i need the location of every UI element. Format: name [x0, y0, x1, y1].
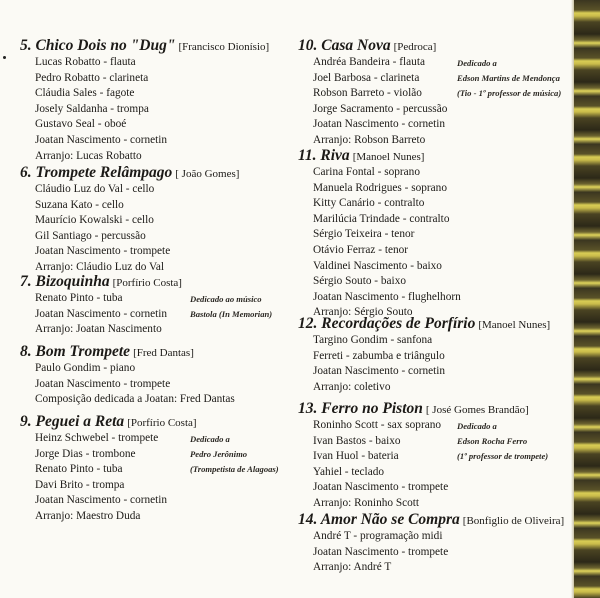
track-composer: [Pedroca]	[393, 41, 437, 53]
track-title: Peguei a Reta	[35, 413, 125, 430]
track-composer: [ José Gomes Brandão]	[425, 404, 529, 416]
track-number: 9.	[20, 413, 32, 430]
credit-line: Joatan Nascimento - trompete	[313, 545, 449, 558]
credit-line: Ferreti - zabumba e triângulo	[313, 349, 445, 362]
credit-line: Joatan Nascimento - cornetin	[35, 307, 168, 320]
credits-list	[35, 291, 182, 338]
track-title: Riva	[320, 147, 350, 164]
track-composer: [ João Gomes]	[175, 168, 240, 180]
credit-line: Ivan Bastos - baixo	[313, 434, 401, 447]
credits-list	[313, 165, 461, 321]
dedication-line: Dedicado a	[457, 58, 497, 68]
track-5	[20, 36, 269, 164]
credit-line: Valdinei Nascimento - baixo	[313, 259, 442, 272]
track-heading	[298, 314, 550, 333]
dedication-line: Bastola (In Memorian)	[190, 309, 273, 320]
credit-line: Joatan Nascimento - cornetin	[35, 133, 168, 146]
credit-line: Lucas Robatto - flauta	[35, 56, 136, 68]
credit-line: Arranjo: coletivo	[313, 380, 391, 393]
dedication-line: Dedicado a	[457, 421, 497, 431]
track-composer: [Manoel Nunes]	[352, 151, 425, 163]
track-title: Chico Dois no "Dug"	[35, 37, 176, 54]
credit-line: Sérgio Teixeira - tenor	[313, 228, 415, 241]
track-number: 7.	[20, 273, 32, 290]
credits-list	[35, 182, 239, 276]
credit-line: Joatan Nascimento - cornetin	[313, 118, 446, 131]
credit-line: Joatan Nascimento - trompete	[313, 481, 449, 494]
credit-line: Marilúcia Trindade - contralto	[313, 212, 450, 225]
credit-line: Arranjo: Sérgio Souto	[313, 306, 413, 319]
credits-list	[35, 55, 269, 164]
track-heading	[20, 163, 239, 182]
credits-list	[35, 361, 235, 408]
decorative-photo-strip	[574, 0, 600, 598]
track-composer: [Manoel Nunes]	[478, 319, 551, 331]
dedication-note	[457, 56, 561, 102]
track-12	[298, 314, 550, 395]
dedication-line: (Trompetista de Alagoas)	[190, 464, 279, 475]
dedication-line: Edson Martins de Mendonça	[457, 73, 560, 84]
track-number: 6.	[20, 164, 32, 181]
credit-line: Joatan Nascimento - trompete	[35, 377, 171, 390]
credit-line: Otávio Ferraz - tenor	[313, 243, 409, 256]
track-heading	[298, 510, 564, 529]
dedication-line: (1º professor de trompete)	[457, 451, 549, 462]
credits-list	[35, 431, 197, 525]
credit-line: Josely Saldanha - trompa	[35, 102, 149, 115]
track-composer: [Bonfiglio de Oliveira]	[462, 515, 565, 527]
track-7	[20, 272, 273, 338]
track-composer: [Francisco Dionísio]	[178, 41, 270, 53]
track-number: 5.	[20, 37, 32, 54]
track-title: Recordações de Porfírio	[321, 315, 476, 332]
track-9	[20, 412, 279, 525]
credit-line: Arranjo: André T	[313, 561, 392, 574]
credit-line: Andréa Bandeira - flauta	[313, 56, 425, 68]
credit-line: André T - programação midi	[313, 530, 443, 542]
track-heading	[20, 342, 235, 361]
track-number: 8.	[20, 343, 32, 360]
credit-line: Arranjo: Roninho Scott	[313, 496, 420, 509]
credit-line: Kitty Canário - contralto	[313, 197, 425, 210]
credit-line: Arranjo: Joatan Nascimento	[35, 323, 162, 336]
credit-line: Ivan Huol - bateria	[313, 450, 399, 463]
dedication-line: Dedicado ao músico	[190, 294, 262, 304]
track-composer: [Porfírio Costa]	[127, 417, 197, 429]
credit-line: Renato Pinto - tuba	[35, 292, 123, 304]
track-heading	[20, 412, 197, 431]
track-10	[298, 36, 562, 149]
dedication-line: Dedicado a	[190, 434, 230, 444]
track-heading	[298, 36, 447, 55]
track-heading	[298, 146, 461, 165]
credit-line: Composição dedicada a Joatan: Fred Dantas	[35, 393, 235, 406]
credit-line: Targino Gondim - sanfona	[313, 334, 433, 346]
track-number: 13.	[298, 400, 318, 417]
credit-line: Joatan Nascimento - cornetin	[313, 365, 446, 378]
credit-line: Heinz Schwebel - trompete	[35, 432, 159, 444]
dedication-line: Pedro Jerônimo	[190, 449, 248, 460]
credit-line: Manuela Rodrigues - soprano	[313, 181, 447, 194]
track-number: 12.	[298, 315, 318, 332]
track-number: 11.	[298, 147, 317, 164]
track-8	[20, 342, 235, 408]
credit-line: Roninho Scott - sax soprano	[313, 419, 442, 431]
credit-line: Joatan Nascimento - cornetin	[35, 494, 168, 507]
credit-line: Renato Pinto - tuba	[35, 463, 123, 476]
credit-line: Gustavo Seal - oboé	[35, 118, 127, 131]
credit-line: Joatan Nascimento - trompete	[35, 245, 171, 258]
track-title: Bom Trompete	[35, 343, 131, 360]
track-number: 10.	[298, 37, 318, 54]
track-title: Bizoquinha	[35, 273, 110, 290]
track-composer: [Porfírio Costa]	[112, 277, 182, 289]
credit-line: Joatan Nascimento - flughelhorn	[313, 290, 461, 303]
credit-line: Cláudio Luz do Val - cello	[35, 183, 155, 195]
credits-list	[313, 333, 550, 395]
credits-list	[313, 55, 447, 149]
credit-line: Jorge Dias - trombone	[35, 447, 136, 460]
dedication-note	[190, 432, 279, 478]
track-title: Amor Não se Compra	[320, 511, 460, 528]
credit-line: Arranjo: Cláudio Luz do Val	[35, 260, 165, 273]
credit-line: Arranjo: Lucas Robatto	[35, 149, 142, 162]
track-heading	[20, 272, 182, 291]
track-title: Trompete Relâmpago	[35, 164, 173, 181]
dedication-line: Edson Rocha Ferro	[457, 436, 528, 447]
track-14	[298, 510, 564, 576]
credit-line: Carina Fontal - soprano	[313, 166, 420, 178]
credit-line: Paulo Gondim - piano	[35, 362, 136, 374]
dedication-line: (Tio - 1º professor de música)	[457, 88, 562, 99]
track-title: Ferro no Piston	[321, 400, 423, 417]
credits-list	[313, 529, 564, 576]
credit-line: Cláudia Sales - fagote	[35, 87, 135, 100]
credit-line: Jorge Sacramento - percussão	[313, 102, 448, 115]
track-heading	[20, 36, 269, 55]
credit-line: Maurício Kowalski - cello	[35, 214, 154, 227]
credit-line: Joel Barbosa - clarineta	[313, 71, 420, 84]
credit-line: Sérgio Souto - baixo	[313, 275, 406, 288]
credit-line: Robson Barreto - violão	[313, 87, 422, 100]
track-heading	[298, 399, 529, 418]
credit-line: Gil Santiago - percussão	[35, 229, 146, 242]
credit-line: Arranjo: Maestro Duda	[35, 509, 141, 522]
track-composer: [Fred Dantas]	[133, 347, 194, 359]
track-11	[298, 146, 461, 321]
credit-line: Arranjo: Robson Barreto	[313, 133, 426, 146]
credit-line: Yahiel - teclado	[313, 465, 385, 478]
track-13	[298, 399, 549, 512]
credit-line: Davi Brito - trompa	[35, 478, 125, 491]
scan-speck	[3, 56, 6, 59]
credit-line: Suzana Kato - cello	[35, 198, 124, 211]
track-number: 14.	[298, 511, 318, 528]
credit-line: Pedro Robatto - clarineta	[35, 71, 149, 84]
dedication-note	[457, 419, 548, 465]
track-title: Casa Nova	[321, 37, 391, 54]
track-6	[20, 163, 239, 276]
dedication-note	[190, 292, 272, 322]
